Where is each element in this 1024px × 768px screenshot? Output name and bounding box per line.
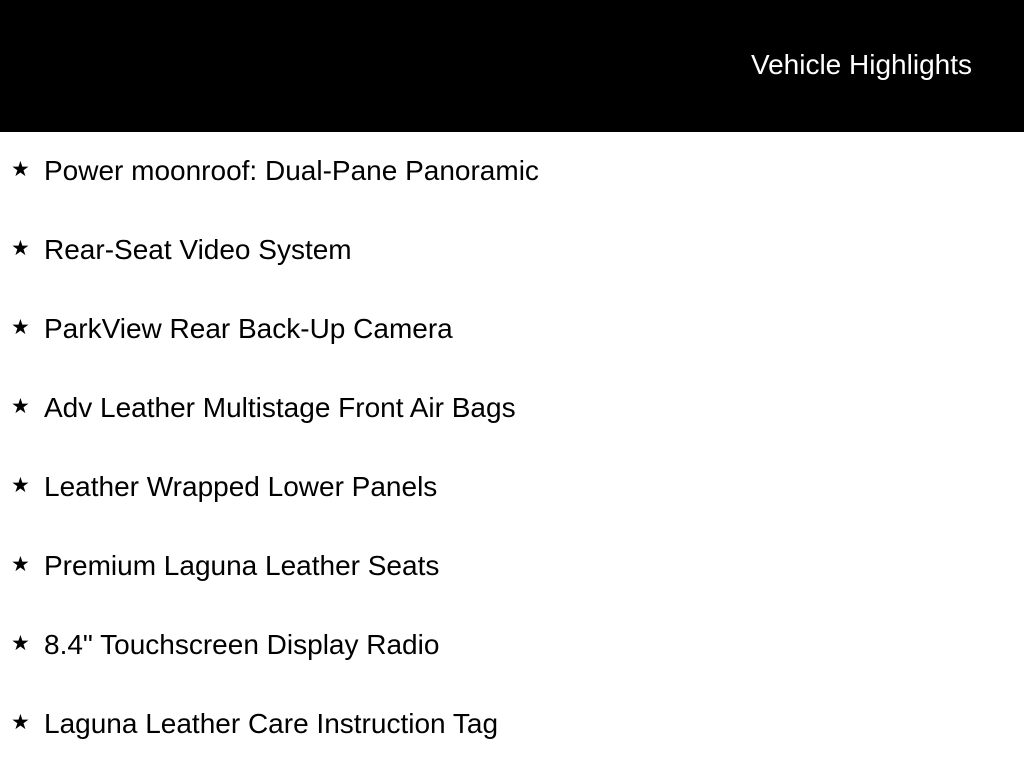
list-item (0, 132, 1024, 211)
highlight-label: Leather Wrapped Lower Panels (44, 471, 438, 502)
highlight-label: Laguna Leather Care Instruction Tag (44, 708, 499, 739)
list-item (0, 448, 1024, 527)
highlight-label: Rear-Seat Video System (44, 234, 352, 265)
list-item (0, 685, 1024, 764)
star-icon: ★ (11, 395, 30, 418)
star-icon: ★ (11, 632, 30, 655)
list-item (0, 290, 1024, 369)
highlight-label: Premium Laguna Leather Seats (44, 550, 440, 581)
header-bar (0, 0, 1024, 132)
star-icon: ★ (11, 158, 30, 181)
list-item (0, 211, 1024, 290)
highlight-label: Adv Leather Multistage Front Air Bags (44, 392, 516, 423)
page-title: Vehicle Highlights (750, 49, 972, 80)
highlight-label: ParkView Rear Back-Up Camera (44, 313, 453, 344)
list-item (0, 606, 1024, 685)
list-item (0, 527, 1024, 606)
highlights-list (0, 132, 1024, 764)
star-icon: ★ (11, 474, 30, 497)
list-item (0, 369, 1024, 448)
star-icon: ★ (11, 237, 30, 260)
star-icon: ★ (11, 553, 30, 576)
star-icon: ★ (11, 316, 30, 339)
highlight-label: 8.4" Touchscreen Display Radio (44, 629, 440, 660)
highlight-label: Power moonroof: Dual-Pane Panoramic (44, 155, 539, 186)
star-icon: ★ (11, 711, 30, 734)
